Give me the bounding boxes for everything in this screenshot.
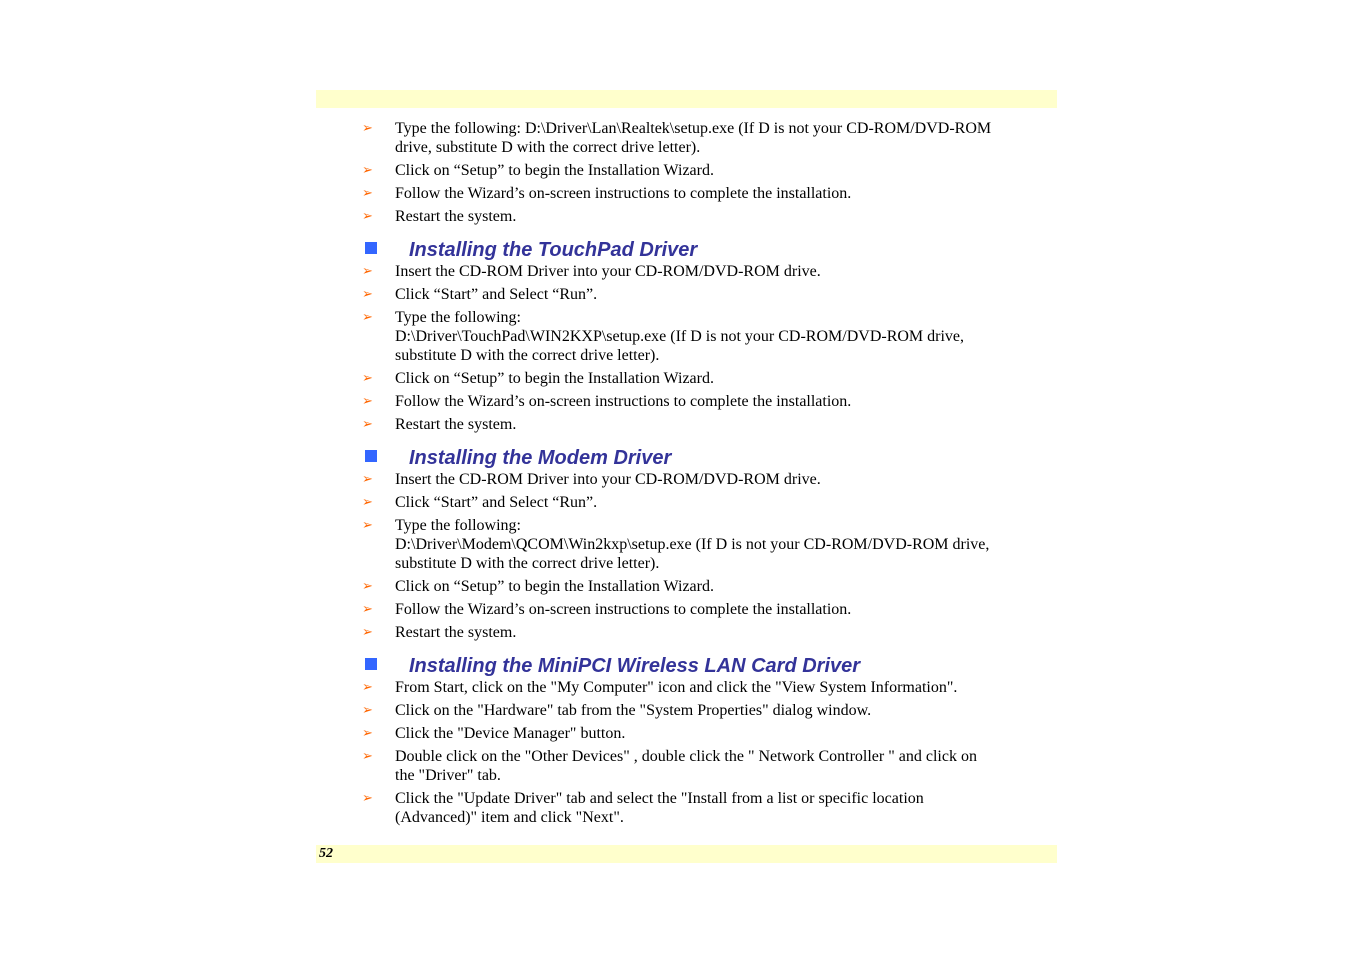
instruction-step: [362, 184, 1062, 203]
instruction-line: Click on the "Hardware" tab from the "System Properties" dialog window.: [395, 702, 872, 719]
instruction-step: [362, 493, 1062, 512]
instruction-line: Insert the CD-ROM Driver into your CD-ROM/DVD-ROM drive.: [395, 471, 821, 488]
instruction-line: Click “Start” and Select “Run”.: [395, 494, 598, 511]
square-bullet-icon: [365, 242, 377, 254]
instruction-step: [362, 285, 1062, 304]
arrow-bullet-icon: ➢: [362, 121, 373, 136]
arrow-bullet-icon: ➢: [362, 680, 373, 695]
instruction-step: [362, 262, 1062, 281]
instruction-line: (Advanced)" item and click "Next".: [395, 809, 624, 826]
arrow-bullet-icon: ➢: [362, 287, 373, 302]
instruction-step: [362, 724, 1062, 743]
instruction-step: [362, 308, 1062, 365]
section-heading-text: Installing the TouchPad Driver: [409, 239, 698, 261]
square-bullet-icon: [365, 658, 377, 670]
instruction-step: [362, 678, 1062, 697]
instruction-step: [362, 207, 1062, 226]
instruction-line: Click “Start” and Select “Run”.: [395, 286, 598, 303]
instruction-line: Restart the system.: [395, 416, 517, 433]
page-number: 52: [319, 846, 333, 861]
arrow-bullet-icon: ➢: [362, 186, 373, 201]
instruction-step: [362, 392, 1062, 411]
instruction-step: [362, 369, 1062, 388]
square-bullet-icon: [365, 450, 377, 462]
arrow-bullet-icon: ➢: [362, 495, 373, 510]
instruction-step: [362, 516, 1062, 573]
section-heading-text: Installing the Modem Driver: [409, 447, 672, 469]
instruction-line: Click on “Setup” to begin the Installation Wizard.: [395, 370, 714, 387]
instruction-line: D:\Driver\TouchPad\WIN2KXP\setup.exe (If D is not your CD-ROM/DVD-ROM drive,: [395, 328, 965, 345]
instruction-line: Type the following: D:\Driver\Lan\Realtek\setup.exe (If D is not your CD-ROM/DVD-ROM: [395, 120, 992, 137]
arrow-bullet-icon: ➢: [362, 310, 373, 325]
arrow-bullet-icon: ➢: [362, 264, 373, 279]
instruction-line: Restart the system.: [395, 624, 517, 641]
arrow-bullet-icon: ➢: [362, 518, 373, 533]
instruction-step: [362, 747, 1062, 785]
arrow-bullet-icon: ➢: [362, 371, 373, 386]
section-heading: [362, 446, 1062, 470]
header-band: [316, 90, 1057, 108]
arrow-bullet-icon: ➢: [362, 417, 373, 432]
arrow-bullet-icon: ➢: [362, 394, 373, 409]
instruction-step: [362, 600, 1062, 619]
instruction-line: drive, substitute D with the correct drive letter).: [395, 139, 701, 156]
instruction-line: Follow the Wizard’s on-screen instructions to complete the installation.: [395, 393, 852, 410]
instruction-step: [362, 623, 1062, 642]
instruction-line: substitute D with the correct drive letter).: [395, 555, 660, 572]
instruction-line: From Start, click on the "My Computer" icon and click the "View System Information".: [395, 679, 958, 696]
instruction-line: Click the "Update Driver" tab and select the "Install from a list or specific location: [395, 790, 924, 807]
arrow-bullet-icon: ➢: [362, 625, 373, 640]
instruction-step: [362, 119, 1062, 157]
instruction-line: substitute D with the correct drive letter).: [395, 347, 660, 364]
instruction-line: Type the following:: [395, 309, 521, 326]
instruction-line: Double click on the "Other Devices" , double click the " Network Controller " and click on: [395, 748, 977, 765]
arrow-bullet-icon: ➢: [362, 749, 373, 764]
instruction-step: [362, 161, 1062, 180]
arrow-bullet-icon: ➢: [362, 726, 373, 741]
arrow-bullet-icon: ➢: [362, 791, 373, 806]
instruction-line: Follow the Wizard’s on-screen instructions to complete the installation.: [395, 185, 852, 202]
instruction-step: [362, 577, 1062, 596]
footer-band: [316, 845, 1057, 863]
section-heading-text: Installing the MiniPCI Wireless LAN Card Driver: [409, 655, 861, 677]
instruction-step: [362, 415, 1062, 434]
instruction-line: Restart the system.: [395, 208, 517, 225]
section-heading: [362, 654, 1062, 678]
arrow-bullet-icon: ➢: [362, 579, 373, 594]
instruction-line: Click on “Setup” to begin the Installation Wizard.: [395, 162, 714, 179]
arrow-bullet-icon: ➢: [362, 472, 373, 487]
instruction-step: [362, 470, 1062, 489]
instruction-line: Click the "Device Manager" button.: [395, 725, 626, 742]
instruction-step: [362, 701, 1062, 720]
arrow-bullet-icon: ➢: [362, 163, 373, 178]
instruction-line: Insert the CD-ROM Driver into your CD-ROM/DVD-ROM drive.: [395, 263, 821, 280]
instruction-line: the "Driver" tab.: [395, 767, 501, 784]
section-heading: [362, 238, 1062, 262]
arrow-bullet-icon: ➢: [362, 602, 373, 617]
instructions-content: [362, 119, 1062, 831]
instruction-line: D:\Driver\Modem\QCOM\Win2kxp\setup.exe (If D is not your CD-ROM/DVD-ROM drive,: [395, 536, 990, 553]
instruction-line: Type the following:: [395, 517, 521, 534]
instruction-line: Follow the Wizard’s on-screen instructions to complete the installation.: [395, 601, 852, 618]
instruction-step: [362, 789, 1062, 827]
instruction-line: Click on “Setup” to begin the Installation Wizard.: [395, 578, 714, 595]
arrow-bullet-icon: ➢: [362, 703, 373, 718]
arrow-bullet-icon: ➢: [362, 209, 373, 224]
